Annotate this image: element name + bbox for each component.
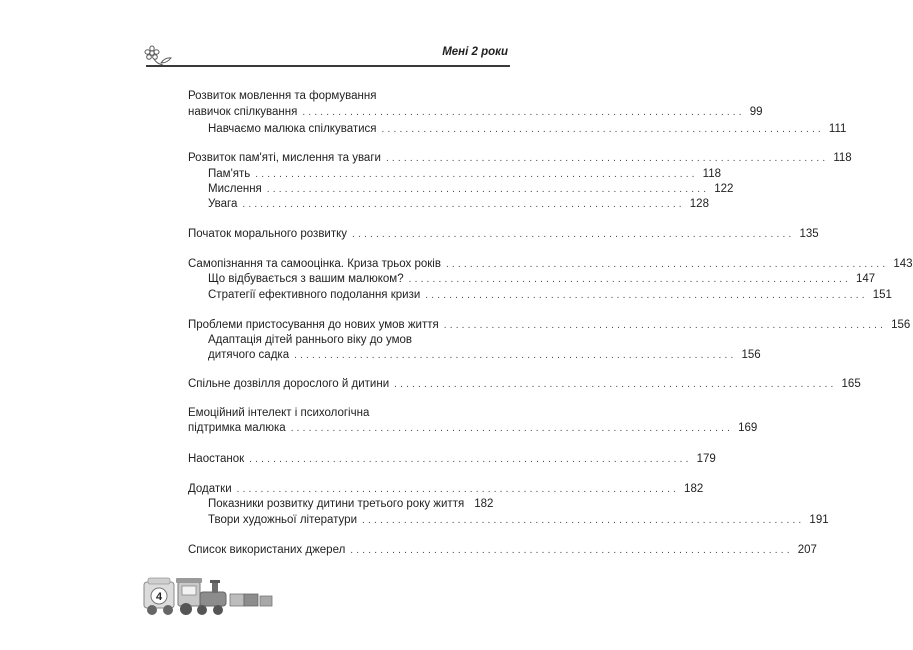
page-number: 4 — [155, 591, 163, 603]
toc-entry-moral — [188, 227, 819, 242]
toc-page-number: 182 — [474, 498, 494, 510]
toc-entry-title: Показники розвитку дитини третього року життя — [208, 498, 465, 510]
toc-page-number: 165 — [841, 378, 861, 390]
toc-subentry-memory — [208, 167, 721, 182]
dot-leader: .......................................................................... — [385, 153, 829, 164]
dot-leader: .......................................................................... — [294, 350, 737, 361]
dot-leader: .......................................................................... — [266, 184, 710, 195]
running-header-title: Мені 2 роки — [442, 46, 508, 58]
dot-leader: .......................................................................... — [302, 107, 745, 118]
dot-leader: .......................................................................... — [255, 169, 698, 180]
toc-entry-title: підтримка малюка — [188, 422, 286, 434]
toc-page-number: 179 — [696, 453, 716, 465]
toc-entry-title: Стратегії ефективного подолання кризи — [208, 289, 421, 301]
toc-entry-emotional-line1: Емоційний інтелект і психологічна — [188, 407, 370, 419]
toc-page-number: 122 — [714, 183, 734, 195]
toc-entry-title: Проблеми пристосування до нових умов життя — [188, 319, 439, 331]
toc-entry-title: дитячого садка — [208, 349, 290, 361]
toc-page-number: 147 — [856, 273, 876, 285]
toc-entry-title: Самопізнання та самооцінка. Криза трьох років — [188, 258, 441, 270]
toc-subentry-communication — [208, 122, 847, 137]
toc-entry-title: Додатки — [188, 483, 232, 495]
toc-page-number: 151 — [872, 289, 892, 301]
toc-subentry-kindergarten-line1: Адаптація дітей раннього віку до умов — [208, 334, 413, 346]
toc-subentry-what-happens — [208, 272, 876, 287]
dot-leader: .......................................................................... — [290, 423, 734, 434]
dot-leader: .......................................................................... — [362, 515, 805, 526]
toc-entry-afterword — [188, 452, 716, 467]
toc-page-number: 169 — [738, 422, 758, 434]
toc-entry-adaptation — [188, 318, 911, 333]
toc-entry-appendices — [188, 482, 704, 497]
toc-entry-title: Мислення — [208, 183, 262, 195]
toc-subentry-literature — [208, 513, 829, 528]
dot-leader: .......................................................................... — [408, 274, 852, 285]
toc-entry-leisure — [188, 377, 861, 392]
dot-leader: .......................................................................... — [249, 454, 692, 465]
dot-leader: .......................................................................... — [425, 290, 868, 301]
toc-entry-speech-line1: Розвиток мовлення та формування — [188, 90, 377, 102]
dot-leader: .......................................................................... — [394, 379, 837, 390]
toc-page-number: 207 — [797, 544, 817, 556]
toc-page-number: 156 — [741, 349, 761, 361]
header-rule — [146, 65, 510, 67]
toc-entry-title: Твори художньої літератури — [208, 514, 358, 526]
toc-entry-title: Список використаних джерел — [188, 544, 346, 556]
toc-subentry-thinking — [208, 182, 734, 197]
toc-page-number: 191 — [809, 514, 829, 526]
toc-entry-title: Наостанок — [188, 453, 245, 465]
dot-leader: .......................................................................... — [236, 484, 680, 495]
toc-entry-title: навичок спілкування — [188, 106, 298, 118]
dot-leader: .......................................................................... — [381, 124, 824, 135]
toc-entry-title: Що відбувається з вашим малюком? — [208, 273, 404, 285]
toc-page-number: 135 — [799, 228, 819, 240]
dot-leader: .......................................................................... — [352, 229, 795, 240]
toc-page-number: 128 — [689, 198, 709, 210]
toc-page-number: 182 — [684, 483, 704, 495]
dot-leader: .......................................................................... — [242, 199, 685, 210]
toc-entry-title: Увага — [208, 198, 238, 210]
dot-leader: .......................................................................... — [350, 545, 793, 556]
toc-entry-speech — [188, 105, 763, 120]
toc-page-number: 118 — [702, 168, 721, 180]
toc-entry-title: Навчаємо малюка спілкуватися — [208, 123, 377, 135]
toc-entry-self-knowledge — [188, 257, 913, 272]
train-illustration-icon — [138, 568, 278, 618]
toc-entry-title: Розвиток пам'яті, мислення та уваги — [188, 152, 381, 164]
toc-page-number: 118 — [833, 152, 852, 164]
toc-entry-title: Спільне дозвілля дорослого й дитини — [188, 378, 390, 390]
dot-leader: .......................................................................... — [445, 259, 889, 270]
toc-subentry-indicators — [208, 497, 494, 512]
toc-entry-references — [188, 543, 817, 558]
toc-page-number: 156 — [891, 319, 911, 331]
toc-subentry-attention — [208, 197, 709, 212]
toc-page-number: 143 — [893, 258, 913, 270]
toc-subentry-strategies — [208, 288, 892, 303]
toc-entry-title: Початок морального розвитку — [188, 228, 348, 240]
toc-page-number: 99 — [749, 106, 763, 118]
toc-page-number: 111 — [828, 123, 847, 135]
dot-leader: .......................................................................... — [443, 320, 887, 331]
toc-entry-title: Пам'ять — [208, 168, 251, 180]
toc-subentry-kindergarten — [208, 348, 761, 363]
toc-entry-memory — [188, 151, 852, 166]
toc-entry-emotional — [188, 421, 758, 436]
